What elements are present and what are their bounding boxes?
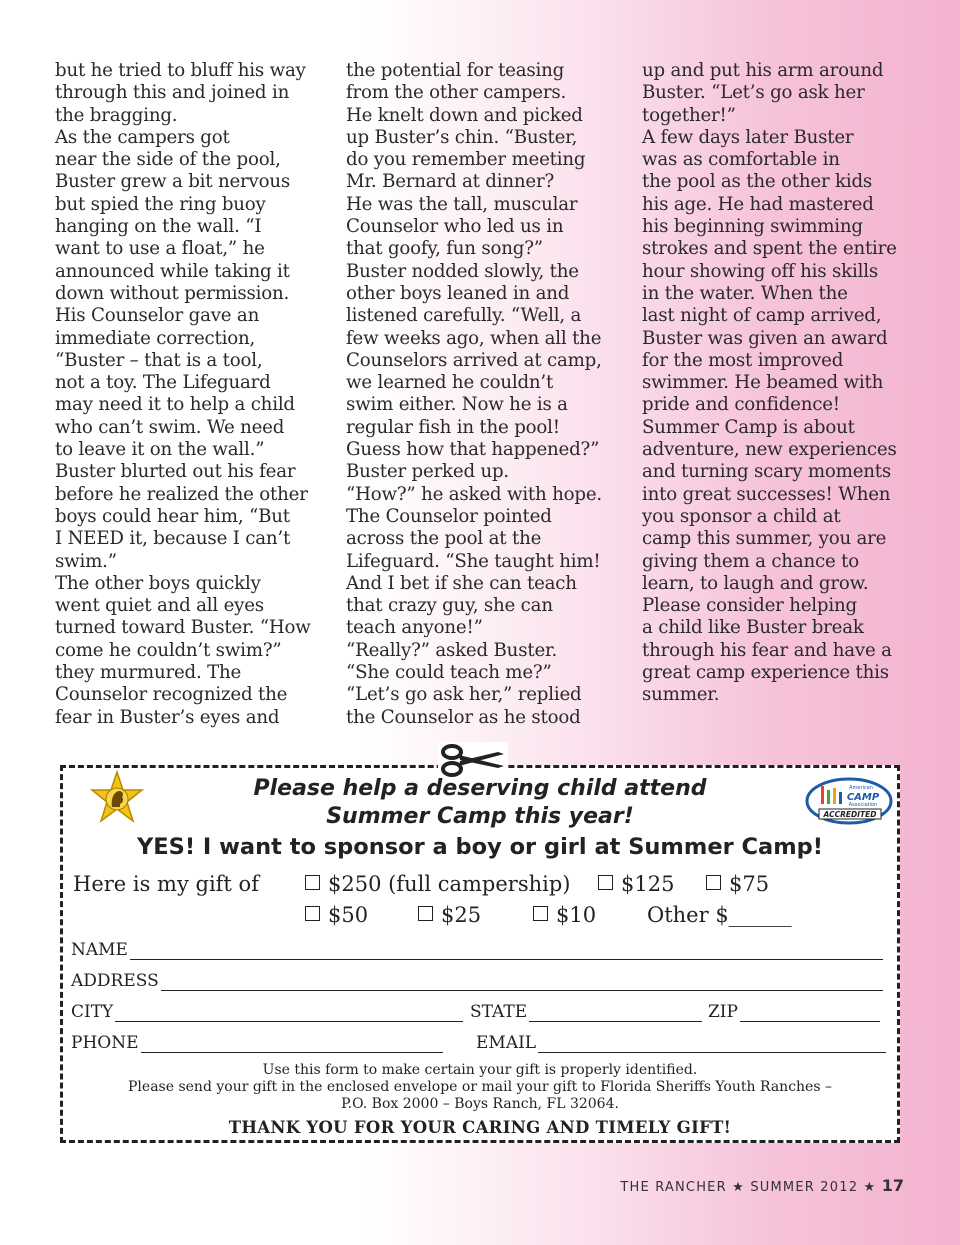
checkbox[interactable]	[305, 875, 320, 890]
zip-line[interactable]	[740, 1005, 880, 1022]
name-label: NAME	[71, 940, 128, 960]
checkbox[interactable]	[305, 906, 320, 921]
aca-camp-text: CAMP	[846, 792, 880, 803]
checkbox[interactable]	[418, 906, 433, 921]
form-note-1: Use this form to make certain your gift is properly identified.	[262, 1062, 698, 1078]
article-text-1: but he tried to bluff his way through this and joined in the bragging. As the campers got near the side of the pool, Buster grew a bit nervous but spied the ring buoy hanging on the wall. “I want to use a float,” he announced while taking it down without permission. His Counselor gave an immediate correction, “Buster – that is a tool, not a toy. The Lifeguard may need it to help a child who can’t swim. We need to leave it on the wall.” Buster blurted out his fear before he realized the other boys could hear him, “But I NEED it, because I can’t swim.” The other boys quickly went quiet and all eyes turned toward Buster. “How come he couldn’t swim?” they murmured. The Counselor recognized the fear in Buster’s eyes and	[55, 60, 311, 728]
option-25[interactable]	[418, 903, 481, 927]
option-75[interactable]	[706, 872, 769, 896]
publication-name: THE RANCHER ★ SUMMER 2012 ★	[620, 1180, 877, 1195]
aca-accredited-text: ACCREDITED	[823, 810, 877, 819]
option-125-label: $125	[621, 872, 675, 896]
aca-american-text: American	[849, 785, 873, 791]
name-field[interactable]	[71, 940, 883, 960]
scissors-icon	[438, 742, 508, 778]
state-field[interactable]	[470, 1002, 702, 1022]
page-number: 17	[881, 1176, 904, 1195]
option-50-label: $50	[328, 903, 369, 927]
article-column-3	[642, 60, 917, 707]
option-10-label: $10	[556, 903, 597, 927]
email-field[interactable]	[476, 1033, 886, 1053]
option-10[interactable]	[533, 903, 596, 927]
page-footer	[620, 1176, 904, 1195]
other-amount-field[interactable]: Other $______	[647, 903, 792, 927]
option-250-label: $250 (full campership)	[328, 872, 571, 896]
form-headline-3: YES! I want to sponsor a boy or girl at Summer Camp!	[136, 834, 824, 860]
gift-label: Here is my gift of	[73, 872, 259, 896]
option-250[interactable]	[305, 872, 570, 896]
form-headline-2: Summer Camp this year!	[326, 804, 634, 829]
name-line[interactable]	[130, 943, 883, 960]
aca-accredited-logo	[805, 776, 893, 826]
form-headline-1: Please help a deserving child attend	[253, 776, 707, 801]
option-50[interactable]	[305, 903, 368, 927]
sponsor-form	[60, 765, 900, 1143]
zip-label: ZIP	[708, 1002, 738, 1022]
email-label: EMAIL	[476, 1033, 537, 1053]
option-125[interactable]	[598, 872, 674, 896]
email-line[interactable]	[538, 1036, 886, 1053]
checkbox[interactable]	[533, 906, 548, 921]
city-field[interactable]	[71, 1002, 463, 1022]
phone-line[interactable]	[141, 1036, 444, 1053]
address-line[interactable]	[161, 974, 883, 991]
option-25-label: $25	[441, 903, 482, 927]
checkbox[interactable]	[598, 875, 613, 890]
form-note-2: Please send your gift in the enclosed envelope or mail your gift to Florida Sheriffs Youth Ranches –	[128, 1079, 832, 1095]
city-label: CITY	[71, 1002, 114, 1022]
checkbox[interactable]	[706, 875, 721, 890]
article-column-2	[346, 60, 621, 729]
article-text-3: up and put his arm around Buster. “Let’s go ask her together!” A few days later Buster was as comfortable in the pool as the other kids his age. He had mastered his beginning swimming strokes and spent the entire hour showing off his skills in the water. When the last night of camp arrived, Buster was given an award for the most improved swimmer. He beamed with pride and confidence! Summer Camp is about adventure, new experiences and turning scary moments into great successes! When you sponsor a child at camp this summer, you are giving them a chance to learn, to laugh and grow. Please consider helping a child like Buster break through his fear and have a great camp experience this summer.	[642, 60, 897, 706]
thank-you-text: THANK YOU FOR YOUR CARING AND TIMELY GIFT!	[228, 1118, 732, 1137]
phone-label: PHONE	[71, 1033, 139, 1053]
address-field[interactable]	[71, 971, 883, 991]
address-label: ADDRESS	[71, 971, 159, 991]
city-line[interactable]	[115, 1005, 463, 1022]
zip-field[interactable]	[708, 1002, 880, 1022]
aca-association-text: Association	[848, 802, 878, 808]
article-text-2: the potential for teasing from the other campers. He knelt down and picked up Buster’s chin. “Buster, do you remember meeting Mr. Bernard at dinner? He was the tall, muscular Counselor who led us in that goofy, fun song?” Buster nodded slowly, the other boys leaned in and listened carefully. “Well, a few weeks ago, when all the Counselors arrived at camp, we learned he couldn’t swim either. Now he is a regular fish in the pool! Guess how that happened?” Buster perked up. “How?” he asked with hope. The Counselor pointed across the pool at the Lifeguard. “She taught him! And I bet if she can teach that crazy guy, she can teach anyone!” “Really?” asked Buster. “She could teach me?” “Let’s go ask her,” replied the Counselor as he stood	[346, 60, 602, 728]
form-note-3: P.O. Box 2000 – Boys Ranch, FL 32064.	[341, 1096, 619, 1112]
option-75-label: $75	[729, 872, 770, 896]
phone-field[interactable]	[71, 1033, 443, 1053]
article-column-1	[55, 60, 330, 729]
state-label: STATE	[470, 1002, 528, 1022]
state-line[interactable]	[529, 1005, 702, 1022]
